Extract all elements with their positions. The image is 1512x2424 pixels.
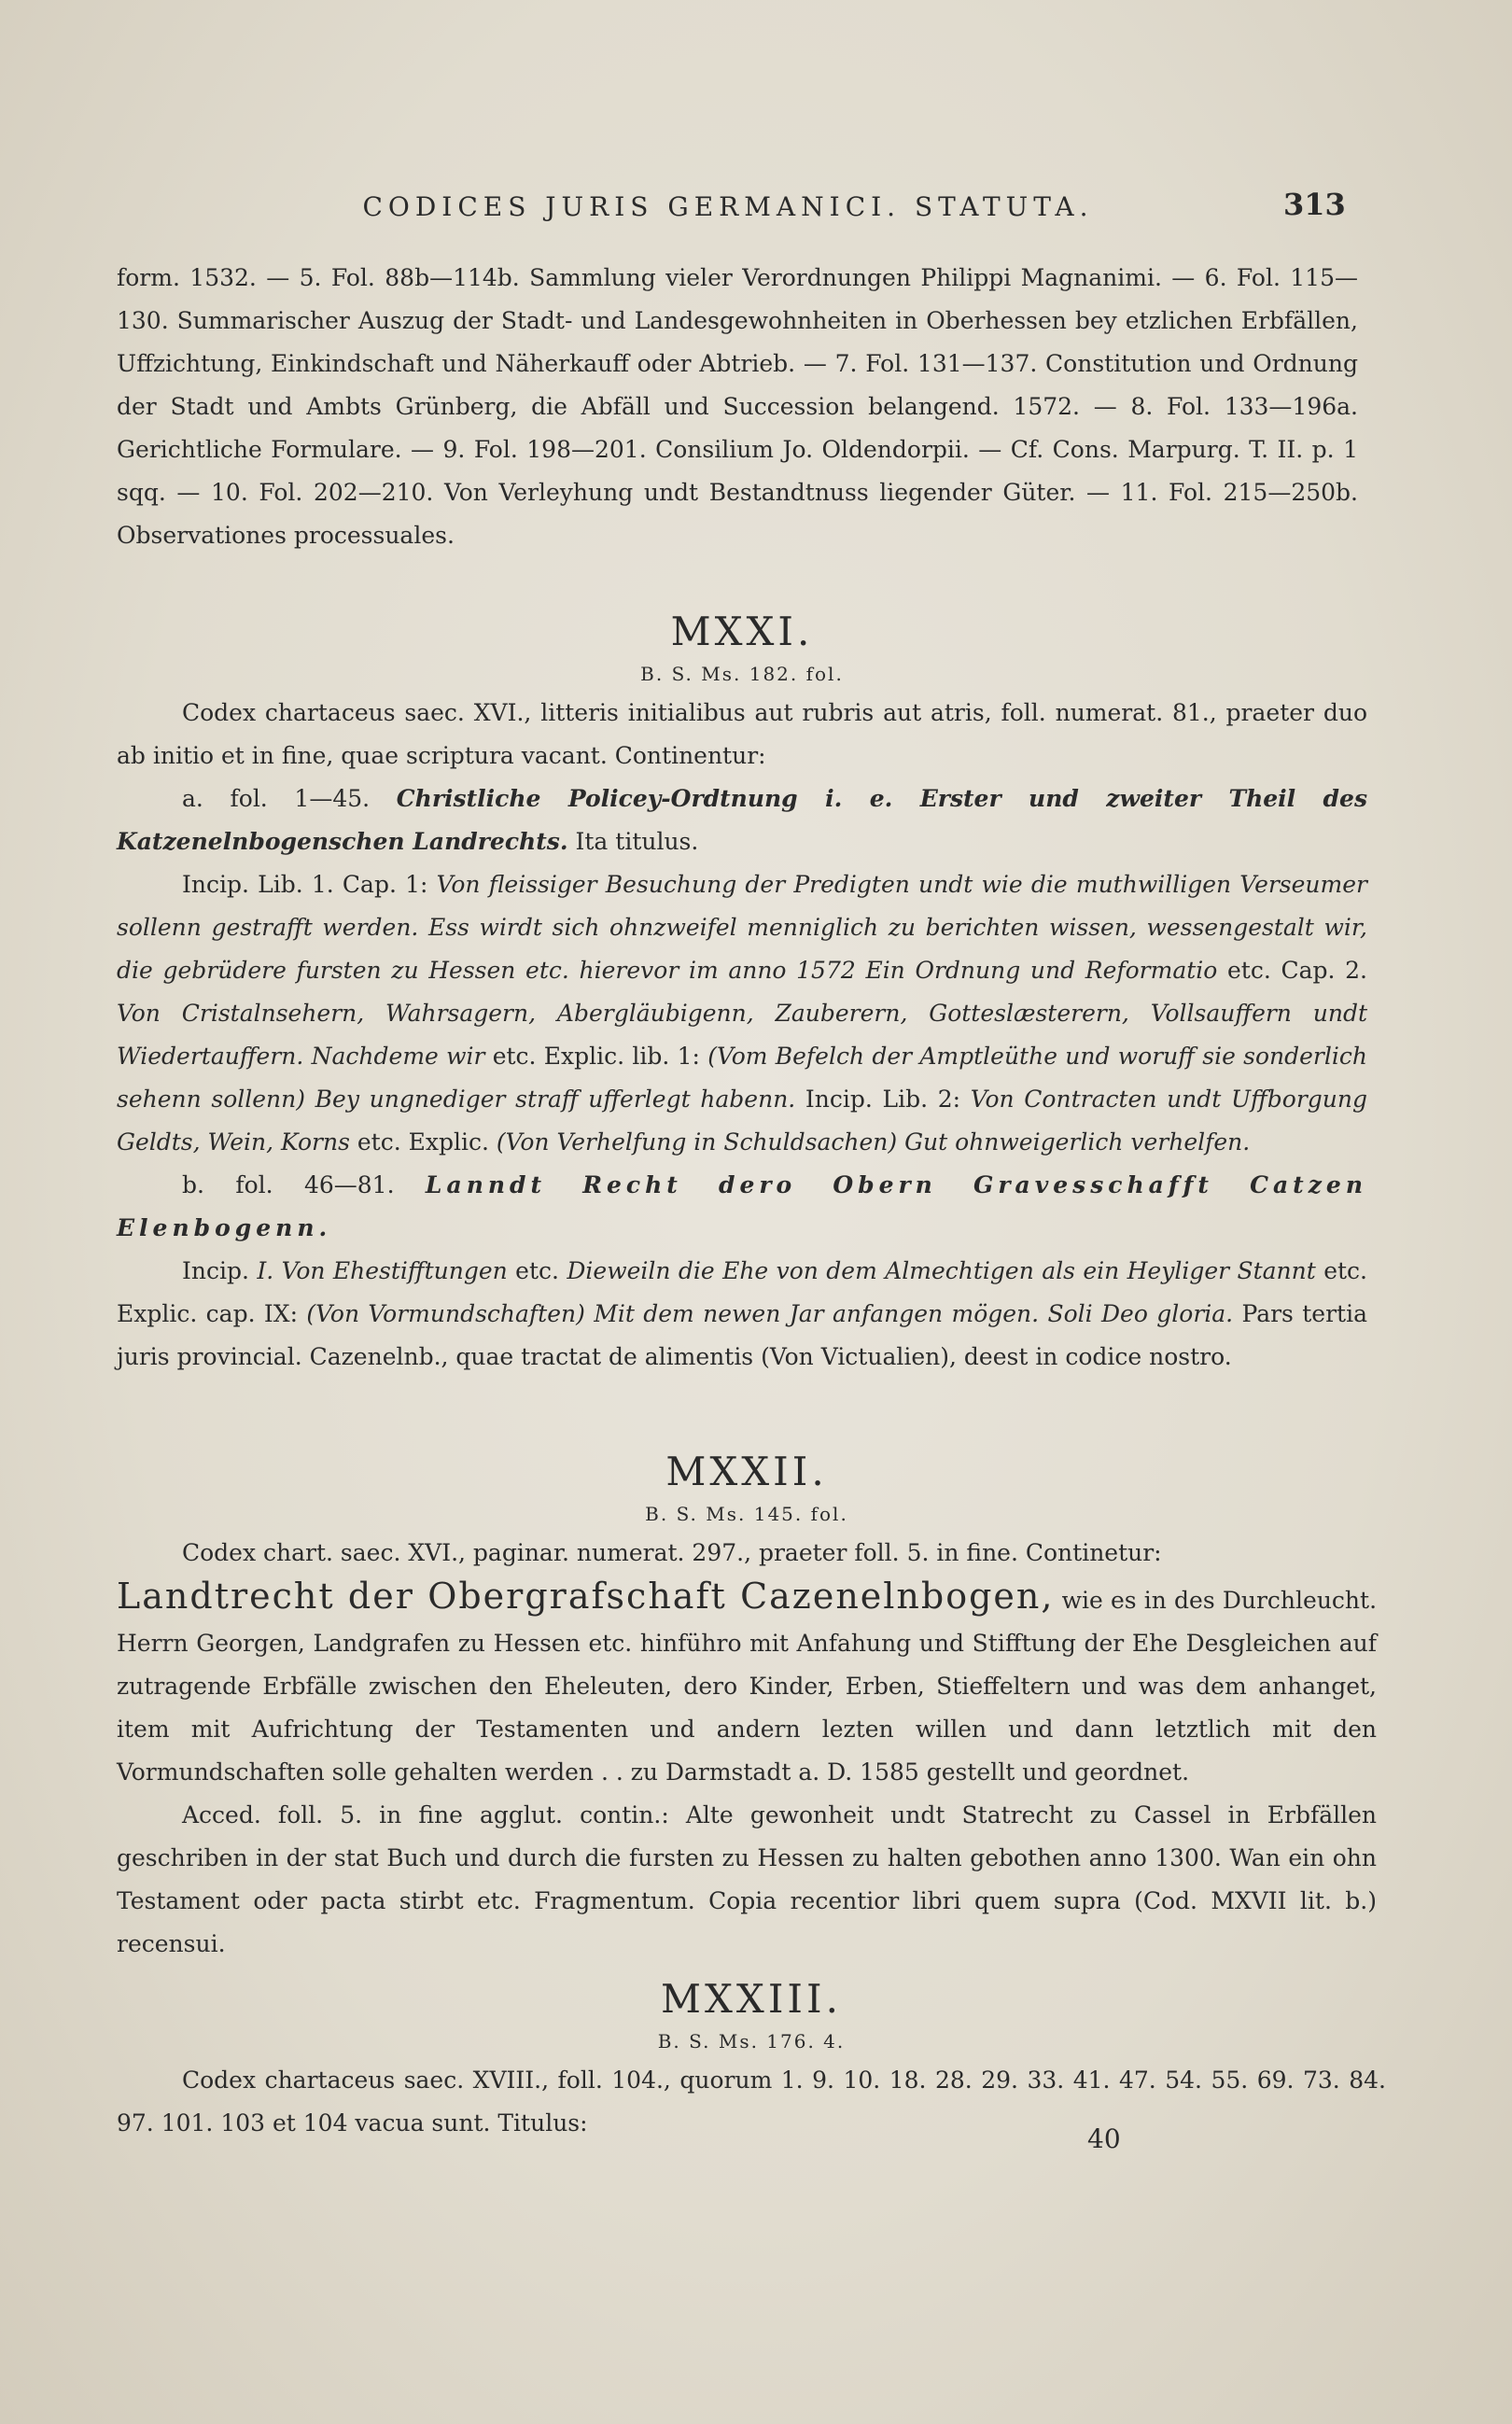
section-mxxiii: [117, 1951, 1386, 2145]
shelfmark: B. S. Ms. 176. 4.: [657, 2030, 846, 2053]
explicit-label: etc. Explic. lib. 1:: [492, 1043, 700, 1070]
codex-description: Codex chart. saec. XVI., paginar. numerat. 297., praeter foll. 5. in fine. Continetur:: [182, 1539, 1162, 1566]
incipit-label: Incip.: [182, 1257, 249, 1284]
signature-mark: 40: [1087, 2123, 1121, 2154]
intro-text: form. 1532. — 5. Fol. 88b—114b. Sammlung vieler Verordnungen Philippi Magnanimi. — 6. Fol. 115—130. Summarischer Auszug der Stadt- und Landesgewohnheiten in Oberhessen bey etzlichen Erbfällen, Uffzichtung, Einkindschaft und Näherkauff oder Abtrieb. — 7. Fol. 131—137. Constitution und Ordnung der Stadt und Ambts Grünberg, die Abfäll und Succession belangend. 1572. — 8. Fol. 133—196a. Gerichtliche Formulare. — 9. Fol. 198—201. Consilium Jo. Oldendorpii. — Cf. Cons. Marpurg. T. II. p. 1 sqq. — 10. Fol. 202—210. Von Verleyhung undt Bestandtnuss liegender Güter. — 11. Fol. 215—250b. Observationes processuales.: [117, 264, 1358, 549]
incipit-text: Von fleissiger Besuchung der Predigten undt wie die muthwilligen Verseumer sollenn gestrafft werden. Ess wirdt sich ohnzweifel menniglich zu berichten wissen, wessengestalt wir, die gebrüdere fursten zu Hessen etc. hierevor im anno 1572 Ein Ordnung und Reformatio: [117, 871, 1367, 984]
explicit-label: etc. Explic. cap. IX:: [117, 1257, 1368, 1327]
work-title: Landtrecht der Obergrafschaft Cazenelnbogen,: [117, 1576, 1055, 1617]
incipit-label: Incip. Lib. 1. Cap. 1:: [182, 871, 428, 898]
work-title: Christliche Policey-Ordtnung i. e. Erster und zweiter Theil des Katzenelnbogenschen Landrechts.: [117, 785, 1368, 855]
explicit-text: (Vom Befelch der Amptleüthe und woruff sie sonderlich sehenn sollenn) Bey ungnediger straff ufferlegt habenn.: [117, 1043, 1367, 1113]
work-title: Lanndt Recht dero Obern Gravesschafft Catzen Elenbogenn.: [117, 1171, 1367, 1241]
section-title: MXXI.: [670, 609, 814, 654]
section-title: MXXII.: [665, 1449, 828, 1494]
shelfmark: B. S. Ms. 145. fol.: [645, 1503, 848, 1525]
intro-paragraph: [117, 257, 1358, 557]
running-head: CODICES JURIS GERMANICI. STATUTA.: [362, 191, 1094, 222]
section-mxxi: [117, 583, 1367, 1379]
section-body: [117, 2059, 1386, 2145]
etc: etc.: [515, 1257, 559, 1284]
section-body: [117, 692, 1367, 1379]
note: Pars tertia juris provincial. Cazenelnb., quae tractat de alimentis (Von Victualien), deest in codice nostro.: [117, 1300, 1367, 1370]
explicit-text: (Von Vormundschaften) Mit dem newen Jar anfangen mögen. Soli Deo gloria.: [306, 1300, 1234, 1327]
incipit-explicit: [117, 1250, 1367, 1379]
explicit-label-2: etc. Explic.: [357, 1128, 489, 1156]
section-body: [117, 1532, 1377, 1966]
folio-range: b. fol. 46—81.: [182, 1171, 395, 1198]
title-paragraph: [117, 1575, 1377, 1794]
shelfmark: B. S. Ms. 182. fol.: [640, 663, 844, 685]
incipit-heading: I. Von Ehestifftungen: [257, 1257, 508, 1284]
item-b: [117, 1164, 1367, 1250]
folio-range: a. fol. 1—45.: [182, 785, 371, 812]
title-continuation: wie es in des Durchleucht. Herrn Georgen, Landgrafen zu Hessen etc. hinführo mit Anfahung und Stifftung der Ehe Desgleichen auf zutragende Erbfälle zwischen den Eheleuten, dero Kinder, Erben, Stieffeltern und was dem anhanget, item mit Aufrichtung der Testamenten und andern lezten willen und dann letztlich mit den Vormundschaften solle gehalten werden . . zu Darmstadt a. D. 1585 gestellt und geordnet.: [117, 1587, 1378, 1786]
cap-text: Von Cristalnsehern, Wahrsagern, Abergläubigenn, Zauberern, Gotteslæsterern, Vollsauffern undt Wiedertauffern. Nachdeme wir: [117, 1000, 1367, 1070]
codex-description: Codex chartaceus saec. XVIII., foll. 104., quorum 1. 9. 10. 18. 28. 29. 33. 41. 47. 54. 55. 69. 73. 84. 97. 101. 103 et 104 vacua sunt. Titulus:: [117, 2067, 1386, 2137]
incipit-text: Dieweiln die Ehe von dem Almechtigen als ein Heyliger Stannt: [567, 1257, 1316, 1284]
incipit-explicit: [117, 863, 1367, 1164]
accedit-paragraph: Acced. foll. 5. in fine agglut. contin.: Alte gewonheit undt Statrecht zu Cassel in Erbfällen geschriben in der stat Buch und durch die fursten zu Hessen zu halten gebothen anno 1300. Wan ein ohn Testament oder pacta stirbt etc. Fragmentum. Copia recentior libri quem supra (Cod. MXVII lit. b.) recensui.: [117, 1801, 1377, 1957]
page-number: 313: [1283, 187, 1346, 222]
codex-description: Codex chartaceus saec. XVI., litteris initialibus aut rubris aut atris, foll. numerat. 81., praeter duo ab initio et in fine, quae scriptura vacant. Continentur:: [117, 699, 1367, 769]
section-title: MXXIII.: [661, 1976, 842, 2022]
explicit-text-2: (Von Verhelfung in Schuldsachen) Gut ohnweigerlich verhelfen.: [496, 1128, 1251, 1156]
incipit-label-2: Incip. Lib. 2:: [805, 1086, 961, 1113]
cap-label: etc. Cap. 2.: [1227, 957, 1367, 984]
title-note: Ita titulus.: [575, 828, 699, 855]
item-a: [117, 778, 1367, 863]
section-mxxii: [117, 1423, 1377, 1966]
incipit-text-2: Von Contracten undt Uffborgung Geldts, Wein, Korns: [117, 1086, 1367, 1156]
